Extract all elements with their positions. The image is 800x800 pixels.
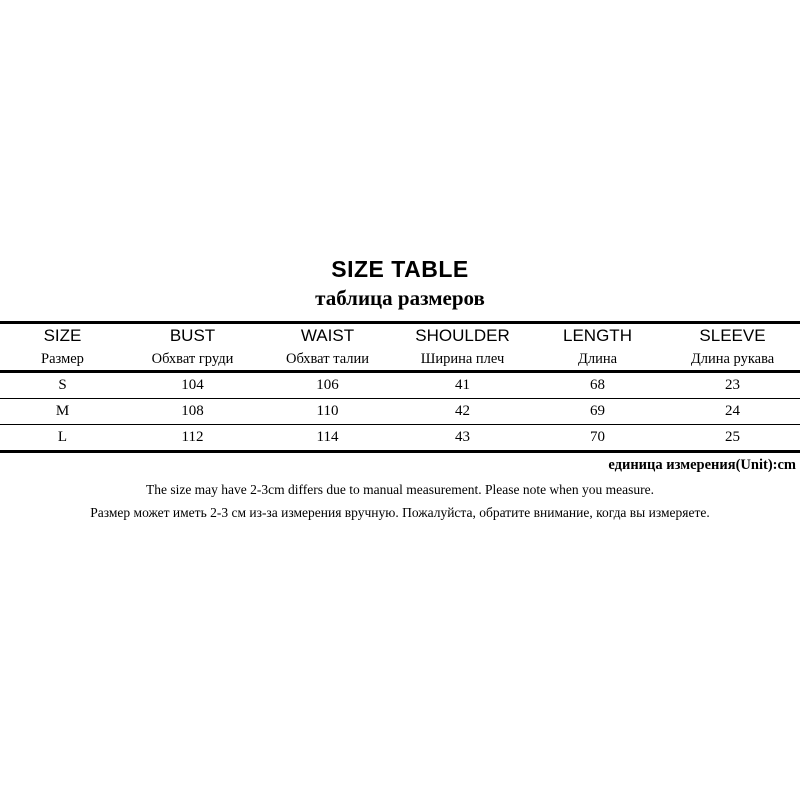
size-table: [0, 321, 800, 453]
table-bottom-rule: [0, 450, 800, 453]
cell-sleeve: 25: [725, 429, 740, 445]
measurement-note-en: The size may have 2-3cm differs due to manual measurement. Please note when you measure.: [145, 482, 655, 497]
cell-shoulder: 43: [455, 429, 470, 445]
cell-shoulder: 41: [455, 377, 470, 393]
column-header-shoulder-ru: Ширина плеч: [420, 350, 505, 367]
table-header-en: [0, 324, 800, 348]
column-header-sleeve-ru: Длина рукава: [690, 350, 775, 367]
table-row: [0, 425, 800, 450]
page-subtitle: таблица размеров: [315, 286, 485, 310]
cell-sleeve: 23: [725, 377, 740, 393]
cell-bust: 104: [181, 377, 204, 393]
cell-size: S: [58, 377, 67, 393]
table-row: [0, 373, 800, 398]
unit-note: единица измерения(Unit):cm: [608, 457, 796, 473]
cell-waist: 106: [316, 377, 339, 393]
cell-length: 70: [590, 429, 605, 445]
table-header-ru: [0, 348, 800, 370]
cell-length: 69: [590, 403, 605, 419]
column-header-size-ru: Размер: [41, 350, 84, 367]
column-header-length-en: LENGTH: [563, 326, 632, 345]
cell-sleeve: 24: [725, 403, 740, 419]
column-header-shoulder-en: SHOULDER: [415, 326, 510, 345]
cell-bust: 112: [181, 429, 204, 445]
column-header-bust-ru: Обхват груди: [151, 350, 234, 367]
cell-waist: 114: [316, 429, 339, 445]
table-row: [0, 399, 800, 424]
cell-shoulder: 42: [455, 403, 470, 419]
column-header-waist-en: WAIST: [300, 326, 355, 345]
column-header-sleeve-en: SLEEVE: [699, 326, 766, 345]
column-header-bust-en: BUST: [169, 326, 216, 345]
page-title: SIZE TABLE: [331, 256, 469, 282]
size-table-block: [0, 255, 800, 524]
cell-size: M: [55, 403, 70, 419]
cell-size: L: [57, 429, 68, 445]
column-header-size-en: SIZE: [43, 326, 82, 345]
cell-waist: 110: [316, 403, 339, 419]
column-header-waist-ru: Обхват талии: [285, 350, 370, 367]
cell-bust: 108: [181, 403, 204, 419]
column-header-length-ru: Длина: [577, 350, 618, 367]
cell-length: 68: [590, 377, 605, 393]
measurement-note-ru: Размер может иметь 2-3 см из-за измерения вручную. Пожалуйста, обратите внимание, когда вы измеряете.: [90, 505, 710, 520]
